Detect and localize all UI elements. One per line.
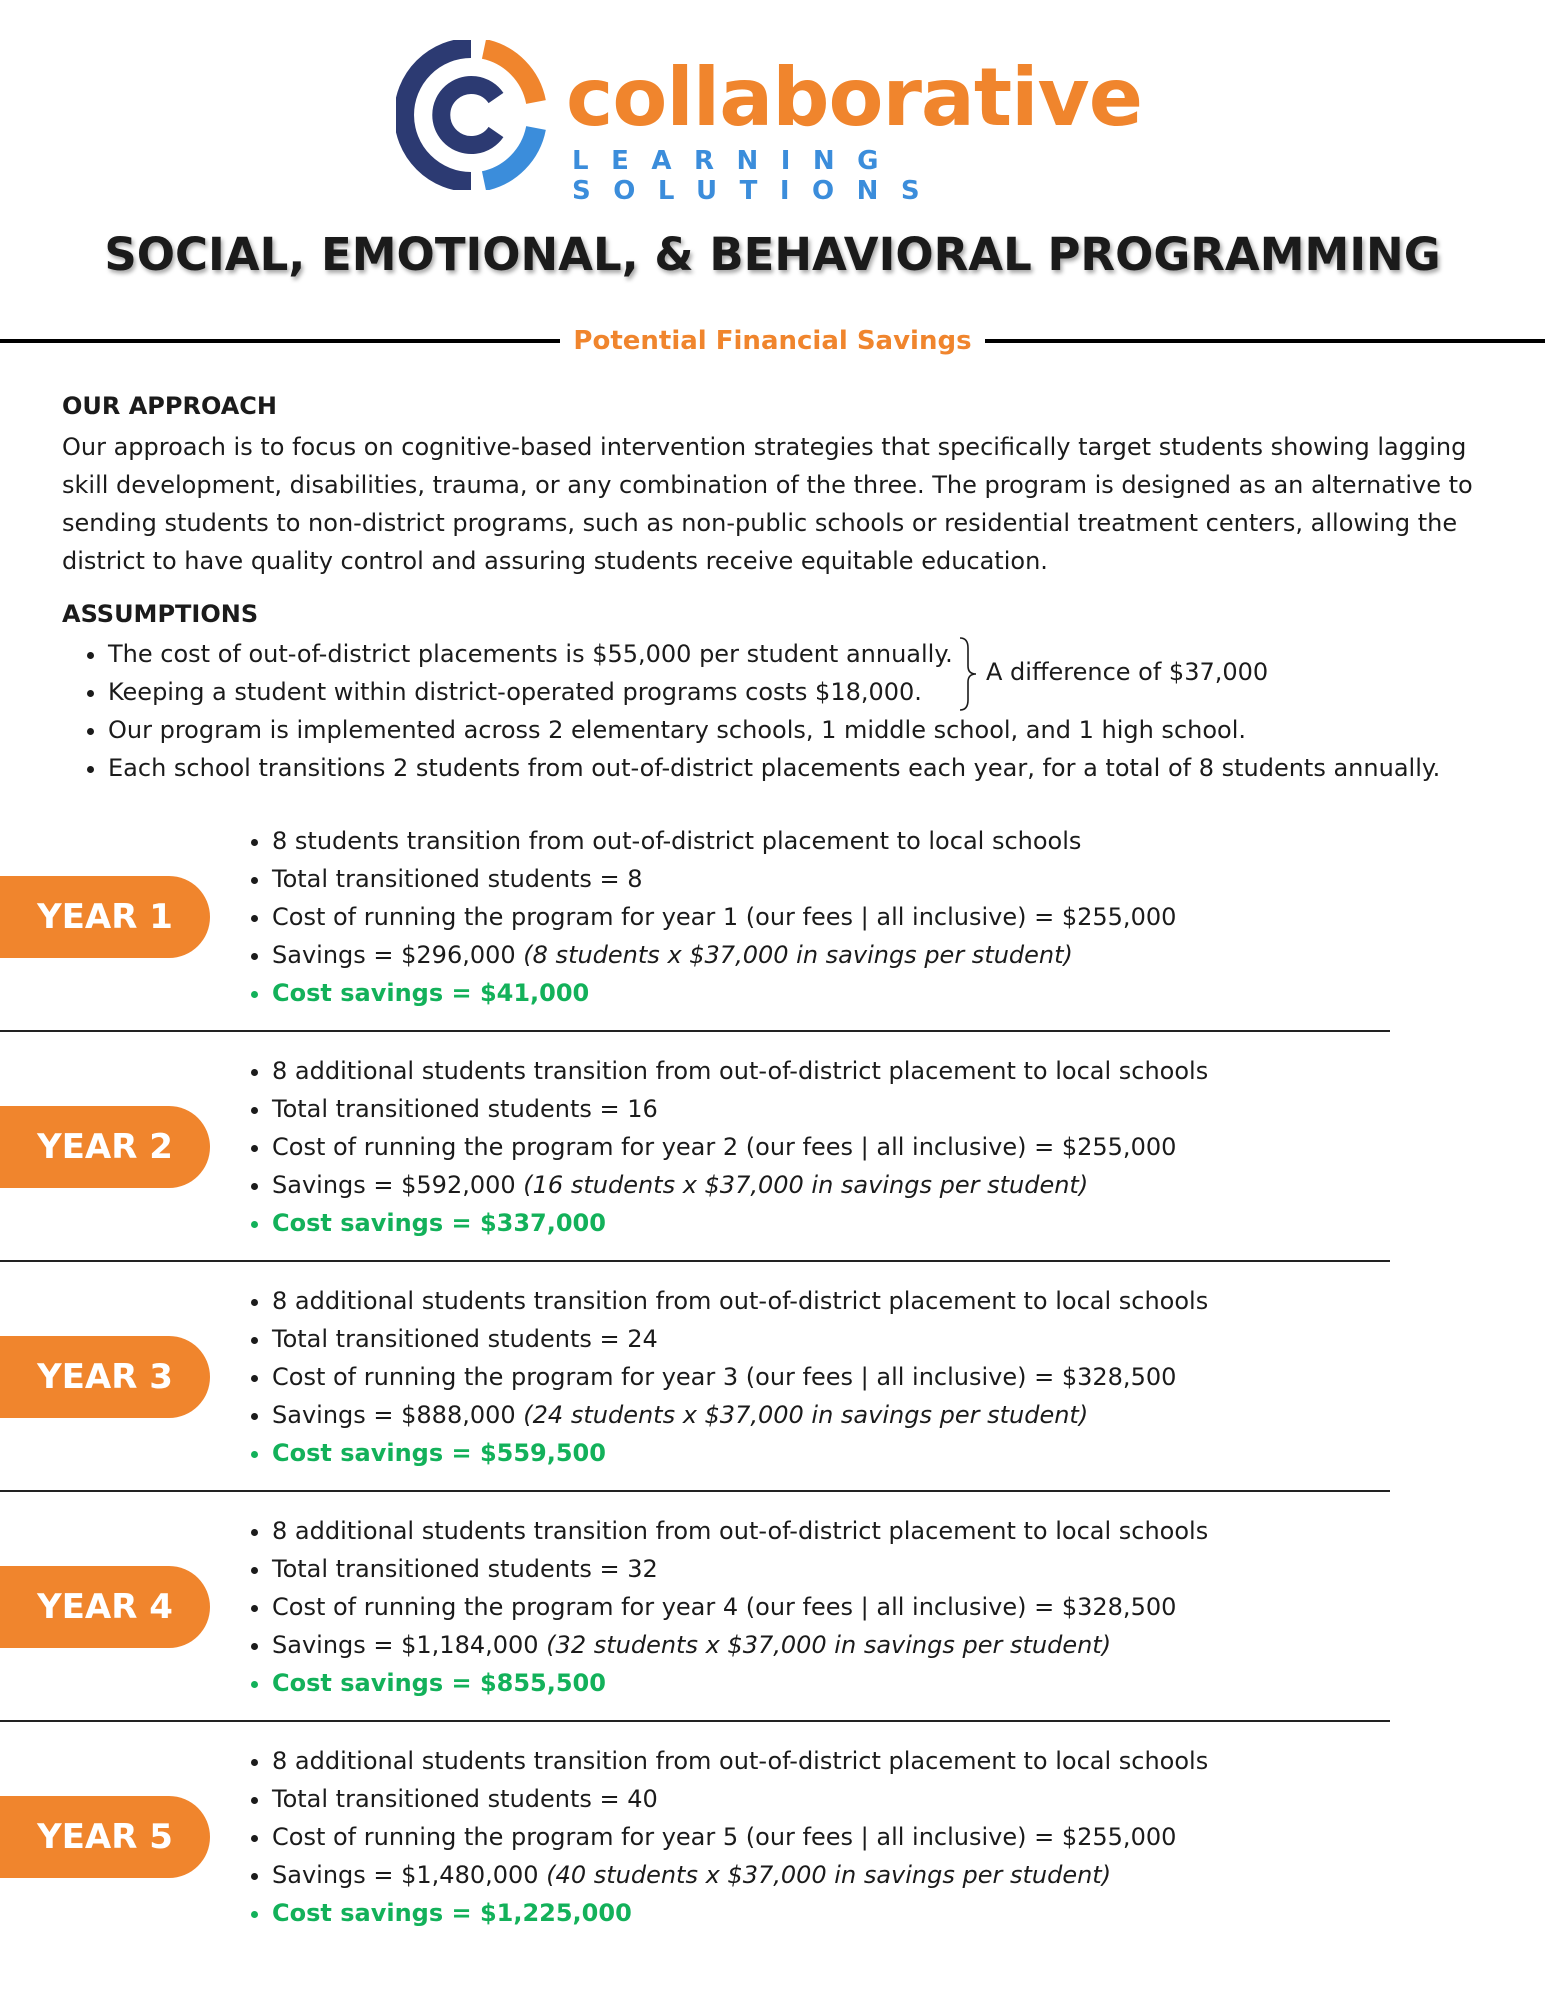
list-item: • Our program is implemented across 2 elementary schools, 1 middle school, and 1 high school.: [108, 711, 1440, 749]
list-item: • Cost of running the program for year 1 (our fees | all inclusive) = $255,000: [272, 898, 1176, 936]
list-item: • Total transitioned students = 40: [272, 1780, 1208, 1818]
approach-paragraph: Our approach is to focus on cognitive-based intervention strategies that specifically target students showing lagging skill development, disabilities, trauma, or any combination of the three. The program is designed as an alternative to sending students to non-district programs, such as non-public schools or residential treatment centers, allowing the district to have quality control and assuring students receive equitable education.: [62, 433, 1473, 575]
cost-savings-item: • Cost savings = $41,000: [272, 974, 1176, 1012]
list-item: [272, 1856, 1208, 1894]
list-item: [272, 1626, 1208, 1664]
savings-detail: (16 students x $37,000 in savings per student): [523, 1171, 1089, 1199]
list-item: • 8 additional students transition from out-of-district placement to local schools: [272, 1512, 1208, 1550]
savings-detail: (32 students x $37,000 in savings per student): [546, 1631, 1112, 1659]
section-divider: [0, 1260, 1390, 1262]
list-item: • The cost of out-of-district placements is $55,000 per student annually.: [108, 635, 1440, 673]
cost-savings-item: • Cost savings = $855,500: [272, 1664, 1208, 1702]
title-rule-left: [0, 339, 560, 343]
list-item: • Each school transitions 2 students from out-of-district placements each year, for a total of 8 students annually.: [108, 749, 1440, 787]
list-item: • 8 students transition from out-of-district placement to local schools: [272, 822, 1176, 860]
list-item: • Cost of running the program for year 4 (our fees | all inclusive) = $328,500: [272, 1588, 1208, 1626]
savings-text: Savings = $1,480,000: [272, 1861, 539, 1889]
curly-brace-icon: [958, 636, 978, 712]
approach-heading: OUR APPROACH: [62, 392, 277, 420]
year-details-list: [226, 1512, 1208, 1702]
year-block: [0, 1282, 1545, 1512]
company-logo: [396, 40, 1156, 206]
logo-tagline: LEARNING SOLUTIONS: [572, 146, 943, 206]
cost-savings-item: • Cost savings = $1,225,000: [272, 1894, 1208, 1932]
savings-text: Savings = $592,000: [272, 1171, 516, 1199]
logo-brand-text: collaborative: [566, 51, 1142, 144]
difference-note: A difference of $37,000: [986, 658, 1269, 686]
list-item: • Total transitioned students = 8: [272, 860, 1176, 898]
savings-detail: (8 students x $37,000 in savings per student): [523, 941, 1073, 969]
page-title: SOCIAL, EMOTIONAL, & BEHAVIORAL PROGRAMMING: [104, 228, 1441, 281]
savings-detail: (24 students x $37,000 in savings per student): [523, 1401, 1089, 1429]
list-item: • Cost of running the program for year 5 (our fees | all inclusive) = $255,000: [272, 1818, 1208, 1856]
savings-detail: (40 students x $37,000 in savings per student): [546, 1861, 1112, 1889]
year-block: [0, 1742, 1545, 1972]
year-details-list: [226, 822, 1176, 1012]
year-details-list: [226, 1742, 1208, 1932]
page-subtitle: Potential Financial Savings: [573, 326, 972, 356]
list-item: • 8 additional students transition from out-of-district placement to local schools: [272, 1282, 1208, 1320]
list-item: • Total transitioned students = 16: [272, 1090, 1208, 1128]
concentric-rings-logo-icon: [396, 40, 546, 190]
list-item: [272, 1166, 1208, 1204]
cost-savings-item: • Cost savings = $337,000: [272, 1204, 1208, 1242]
assumptions-heading: ASSUMPTIONS: [62, 600, 259, 628]
title-rule-right: [985, 339, 1545, 343]
year-block: [0, 1052, 1545, 1282]
savings-text: Savings = $296,000: [272, 941, 516, 969]
list-item: • Keeping a student within district-operated programs costs $18,000.: [108, 673, 1440, 711]
list-item: • Total transitioned students = 24: [272, 1320, 1208, 1358]
year-badge: YEAR 4: [0, 1566, 210, 1648]
savings-text: Savings = $888,000: [272, 1401, 516, 1429]
year-badge: YEAR 3: [0, 1336, 210, 1418]
savings-text: Savings = $1,184,000: [272, 1631, 539, 1659]
list-item: • Cost of running the program for year 2 (our fees | all inclusive) = $255,000: [272, 1128, 1208, 1166]
year-badge: YEAR 5: [0, 1796, 210, 1878]
section-divider: [0, 1490, 1390, 1492]
year-details-list: [226, 1052, 1208, 1242]
cost-savings-item: • Cost savings = $559,500: [272, 1434, 1208, 1472]
year-badge: YEAR 2: [0, 1106, 210, 1188]
list-item: [272, 1396, 1208, 1434]
year-block: [0, 1512, 1545, 1742]
list-item: • Cost of running the program for year 3 (our fees | all inclusive) = $328,500: [272, 1358, 1208, 1396]
list-item: • 8 additional students transition from out-of-district placement to local schools: [272, 1742, 1208, 1780]
year-badge: YEAR 1: [0, 876, 210, 958]
list-item: [272, 936, 1176, 974]
list-item: • Total transitioned students = 32: [272, 1550, 1208, 1588]
year-details-list: [226, 1282, 1208, 1472]
section-divider: [0, 1030, 1390, 1032]
year-block: [0, 822, 1545, 1052]
section-divider: [0, 1720, 1390, 1722]
list-item: • 8 additional students transition from out-of-district placement to local schools: [272, 1052, 1208, 1090]
